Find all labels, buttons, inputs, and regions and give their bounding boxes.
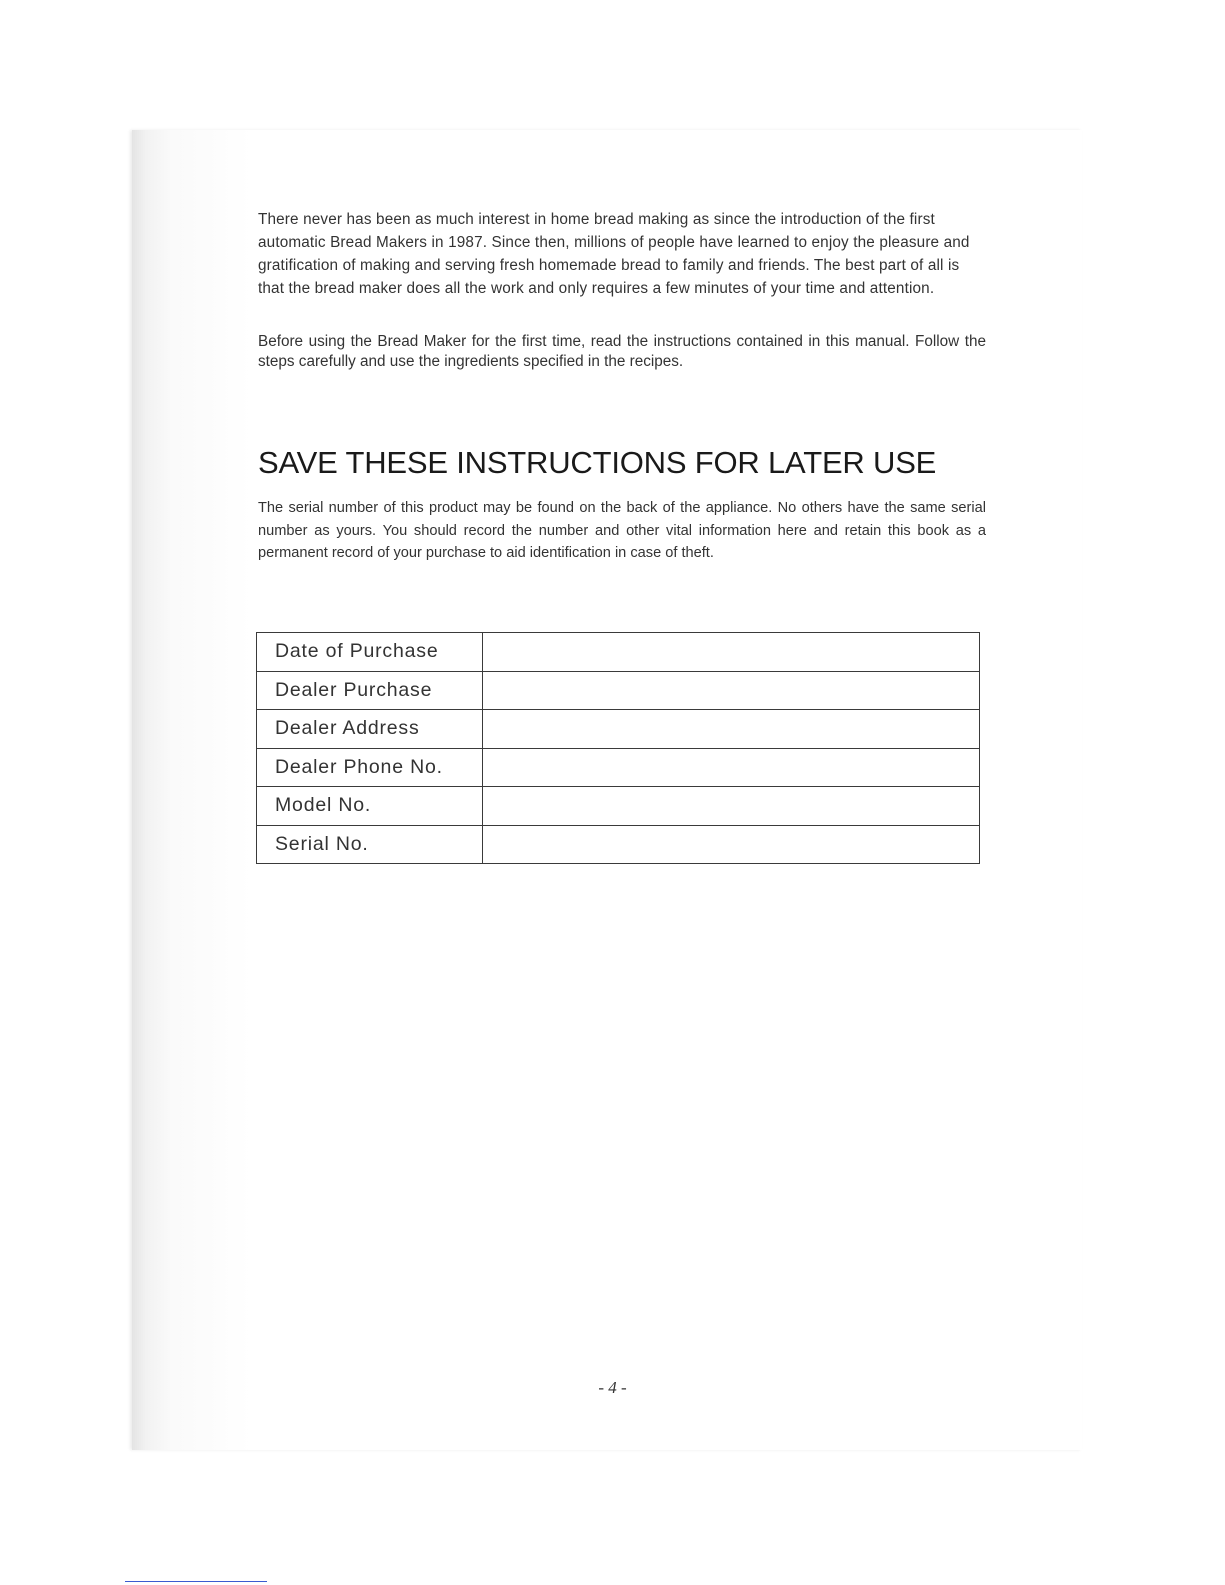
row-label-dealer-purchase: Dealer Purchase xyxy=(257,671,483,710)
row-value-model-no xyxy=(482,787,979,826)
row-value-dealer-purchase xyxy=(482,671,979,710)
row-label-model-no: Model No. xyxy=(257,787,483,826)
before-using-paragraph: Before using the Bread Maker for the first time, read the instructions contained in this manual. Follow the steps carefully and use the ingredients specified in the recipes. xyxy=(258,333,986,370)
row-label-serial-no: Serial No. xyxy=(257,825,483,864)
save-instructions-heading: SAVE THESE INSTRUCTIONS FOR LATER USE xyxy=(258,445,937,480)
row-label-dealer-address: Dealer Address xyxy=(257,710,483,749)
row-value-dealer-address xyxy=(482,710,979,749)
row-value-date-of-purchase xyxy=(482,633,979,672)
purchase-record-table xyxy=(256,632,980,864)
row-value-dealer-phone xyxy=(482,748,979,787)
row-label-dealer-phone: Dealer Phone No. xyxy=(257,748,483,787)
table-row xyxy=(257,825,980,864)
intro-paragraph: There never has been as much interest in home bread making as since the introduction of the first automatic Bread Makers in 1987. Since then, millions of people have learned to enjoy the pleasure and gratification of making and serving fresh homemade bread to family and friends. The best part of all is that the bread maker does all the work and only requires a few minutes of your time and attention. xyxy=(258,211,970,297)
row-value-serial-no xyxy=(482,825,979,864)
table-row xyxy=(257,787,980,826)
hyperlink-underline xyxy=(125,1581,267,1582)
table-row xyxy=(257,671,980,710)
row-label-date-of-purchase: Date of Purchase xyxy=(257,633,483,672)
serial-number-paragraph: The serial number of this product may be found on the back of the appliance. No others have the same serial number as yours. You should record the number and other vital information here and retain this book as a permanent record of your purchase to aid identification in case of theft. xyxy=(258,500,986,561)
table-row xyxy=(257,710,980,749)
page-number: - 4 - xyxy=(598,1378,627,1397)
table-row xyxy=(257,748,980,787)
table-row xyxy=(257,633,980,672)
